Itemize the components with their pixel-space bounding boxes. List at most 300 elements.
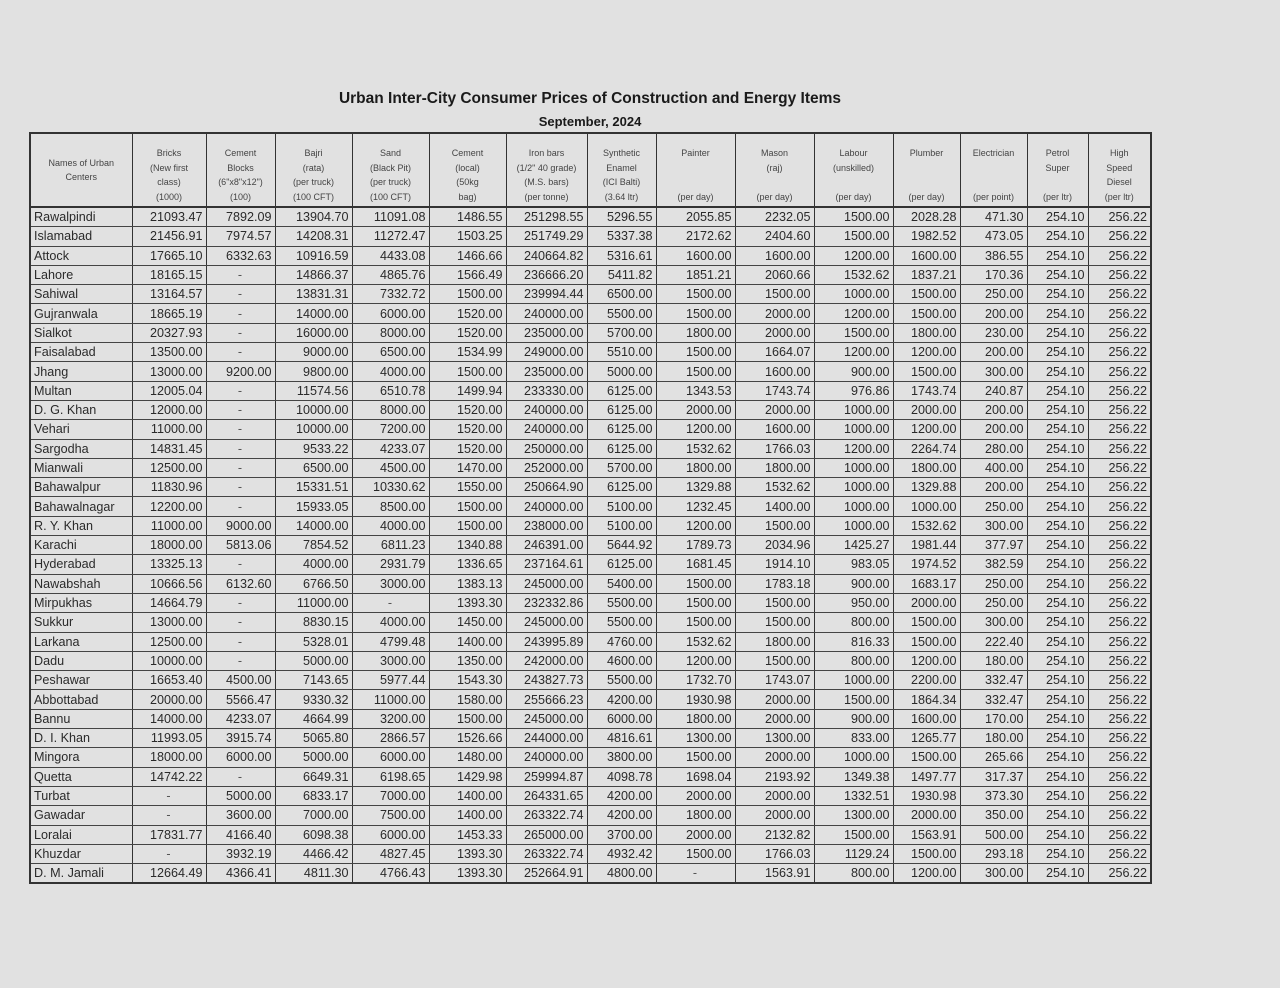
price-cell: 5500.00 <box>587 671 656 690</box>
price-cell: 254.10 <box>1027 304 1088 323</box>
price-cell: 254.10 <box>1027 651 1088 670</box>
price-cell: 900.00 <box>814 709 893 728</box>
price-cell: 8500.00 <box>352 497 429 516</box>
price-cell: 265.66 <box>960 748 1027 767</box>
price-cell: 1200.00 <box>656 420 735 439</box>
header-line: Petrol <box>1045 148 1070 158</box>
price-cell: 1200.00 <box>656 516 735 535</box>
price-cell: 1500.00 <box>893 844 960 863</box>
price-cell: 1000.00 <box>814 671 893 690</box>
price-cell: 1500.00 <box>893 304 960 323</box>
price-cell: 11993.05 <box>132 729 206 748</box>
price-cell: 256.22 <box>1088 343 1151 362</box>
header-line <box>895 175 959 190</box>
price-cell: 4000.00 <box>275 555 352 574</box>
city-name-cell: Karachi <box>30 536 132 555</box>
price-cell: 254.10 <box>1027 439 1088 458</box>
price-cell: 1500.00 <box>814 690 893 709</box>
price-cell: 9000.00 <box>275 343 352 362</box>
price-cell: 1000.00 <box>893 497 960 516</box>
header-line: High <box>1109 148 1129 158</box>
price-cell: 1600.00 <box>735 246 814 265</box>
header-line: (100 CFT) <box>369 191 411 202</box>
price-cell: 240000.00 <box>506 497 587 516</box>
price-cell: 7332.72 <box>352 285 429 304</box>
price-cell: 332.47 <box>960 690 1027 709</box>
city-name-cell: Bannu <box>30 709 132 728</box>
price-cell: 1543.30 <box>429 671 506 690</box>
price-cell: 240000.00 <box>506 420 587 439</box>
price-cell: 5000.00 <box>206 786 275 805</box>
price-cell: 1800.00 <box>656 458 735 477</box>
price-cell: 300.00 <box>960 613 1027 632</box>
price-cell: - <box>132 786 206 805</box>
price-cell: 833.00 <box>814 729 893 748</box>
price-cell: 1914.10 <box>735 555 814 574</box>
price-cell: 4827.45 <box>352 844 429 863</box>
price-cell: 6833.17 <box>275 786 352 805</box>
price-cell: 1200.00 <box>814 343 893 362</box>
price-cell: 4166.40 <box>206 825 275 844</box>
price-cell: 1500.00 <box>656 748 735 767</box>
price-cell: 1600.00 <box>735 362 814 381</box>
city-name-cell: Vehari <box>30 420 132 439</box>
price-cell: 254.10 <box>1027 555 1088 574</box>
city-name-cell: Islamabad <box>30 227 132 246</box>
table-row <box>30 420 1151 439</box>
price-cell: 256.22 <box>1088 651 1151 670</box>
price-cell: 8830.15 <box>275 613 352 632</box>
price-cell: 1500.00 <box>814 227 893 246</box>
price-cell: 256.22 <box>1088 555 1151 574</box>
column-header <box>429 133 506 207</box>
price-cell: 254.10 <box>1027 478 1088 497</box>
price-cell: 5411.82 <box>587 265 656 284</box>
price-cell: 254.10 <box>1027 844 1088 863</box>
price-cell: 1500.00 <box>656 574 735 593</box>
price-cell: 245000.00 <box>506 613 587 632</box>
header-line: Enamel <box>606 162 637 173</box>
price-cell: 1500.00 <box>893 748 960 767</box>
price-cell: 7000.00 <box>352 786 429 805</box>
price-cell: 250664.90 <box>506 478 587 497</box>
price-cell: 242000.00 <box>506 651 587 670</box>
city-name-cell: Bahawalpur <box>30 478 132 497</box>
price-cell: 5813.06 <box>206 536 275 555</box>
price-cell: 17831.77 <box>132 825 206 844</box>
header-line: Names of Urban <box>48 157 115 168</box>
price-cell: 20327.93 <box>132 323 206 342</box>
price-cell: 1000.00 <box>814 285 893 304</box>
price-cell: 7500.00 <box>352 806 429 825</box>
price-cell: 11000.00 <box>275 593 352 612</box>
price-cell: 13500.00 <box>132 343 206 362</box>
price-cell: 256.22 <box>1088 748 1151 767</box>
price-cell: 1425.27 <box>814 536 893 555</box>
price-cell: 1400.00 <box>429 632 506 651</box>
price-cell: 259994.87 <box>506 767 587 786</box>
price-cell: 4760.00 <box>587 632 656 651</box>
city-name-cell: Sahiwal <box>30 285 132 304</box>
price-cell: 1520.00 <box>429 420 506 439</box>
price-cell: - <box>206 420 275 439</box>
header-line: (50kg <box>456 177 479 187</box>
city-name-cell: Sargodha <box>30 439 132 458</box>
price-cell: 4098.78 <box>587 767 656 786</box>
price-cell: 6132.60 <box>206 574 275 593</box>
price-cell: 256.22 <box>1088 207 1151 227</box>
price-cell: 1500.00 <box>656 844 735 863</box>
city-name-cell: Dadu <box>30 651 132 670</box>
price-cell: 1500.00 <box>429 709 506 728</box>
price-cell: 240000.00 <box>506 400 587 419</box>
price-cell: 12005.04 <box>132 381 206 400</box>
price-cell: 300.00 <box>960 516 1027 535</box>
header-line <box>658 175 734 190</box>
price-cell: 1400.00 <box>735 497 814 516</box>
price-cell: 1000.00 <box>814 497 893 516</box>
header-row <box>30 133 1151 207</box>
price-cell: 350.00 <box>960 806 1027 825</box>
price-cell: 233330.00 <box>506 381 587 400</box>
price-cell: 254.10 <box>1027 574 1088 593</box>
header-line: (per day) <box>756 191 793 202</box>
price-cell: 2000.00 <box>735 709 814 728</box>
price-cell: 500.00 <box>960 825 1027 844</box>
price-cell: 373.30 <box>960 786 1027 805</box>
price-cell: 1349.38 <box>814 767 893 786</box>
price-cell: 7200.00 <box>352 420 429 439</box>
price-cell: 6198.65 <box>352 767 429 786</box>
price-cell: 1500.00 <box>656 285 735 304</box>
city-name-cell: Turbat <box>30 786 132 805</box>
price-cell: 1500.00 <box>735 613 814 632</box>
price-cell: 12500.00 <box>132 458 206 477</box>
price-cell: 6000.00 <box>587 709 656 728</box>
price-cell: 12500.00 <box>132 632 206 651</box>
price-cell: 13904.70 <box>275 207 352 227</box>
price-cell: 9000.00 <box>206 516 275 535</box>
column-header <box>506 133 587 207</box>
price-cell: 256.22 <box>1088 439 1151 458</box>
price-cell: 1350.00 <box>429 651 506 670</box>
price-cell: 1400.00 <box>429 786 506 805</box>
price-cell: 293.18 <box>960 844 1027 863</box>
price-cell: 5700.00 <box>587 323 656 342</box>
price-cell: 2193.92 <box>735 767 814 786</box>
table-row <box>30 458 1151 477</box>
price-cell: 6000.00 <box>206 748 275 767</box>
price-cell: 6125.00 <box>587 555 656 574</box>
header-line: (raj) <box>766 162 783 173</box>
price-cell: 5977.44 <box>352 671 429 690</box>
price-cell: 13000.00 <box>132 362 206 381</box>
price-cell: 9330.32 <box>275 690 352 709</box>
price-cell: 256.22 <box>1088 671 1151 690</box>
price-cell: 254.10 <box>1027 420 1088 439</box>
price-cell: 12200.00 <box>132 497 206 516</box>
price-cell: 1265.77 <box>893 729 960 748</box>
price-cell: 256.22 <box>1088 632 1151 651</box>
price-cell: - <box>132 806 206 825</box>
price-cell: 1340.88 <box>429 536 506 555</box>
price-cell: 2264.74 <box>893 439 960 458</box>
price-cell: 1500.00 <box>893 613 960 632</box>
price-cell: 1329.88 <box>893 478 960 497</box>
price-cell: 300.00 <box>960 864 1027 884</box>
header-line <box>962 175 1026 190</box>
price-cell: 4200.00 <box>587 806 656 825</box>
price-cell: 14664.79 <box>132 593 206 612</box>
price-cell: 1664.07 <box>735 343 814 362</box>
price-cell: 13164.57 <box>132 285 206 304</box>
city-name-cell: Mingora <box>30 748 132 767</box>
price-cell: 254.10 <box>1027 381 1088 400</box>
price-cell: 18000.00 <box>132 536 206 555</box>
table-row <box>30 478 1151 497</box>
price-cell: 6125.00 <box>587 439 656 458</box>
price-cell: 15933.05 <box>275 497 352 516</box>
price-cell: 256.22 <box>1088 478 1151 497</box>
price-cell: 256.22 <box>1088 844 1151 863</box>
price-cell: 1520.00 <box>429 439 506 458</box>
price-cell: 1743.74 <box>893 381 960 400</box>
header-line: class) <box>157 177 181 187</box>
header-line: (per ltr) <box>1104 191 1134 202</box>
price-cell: 1466.66 <box>429 246 506 265</box>
price-cell: 1000.00 <box>814 516 893 535</box>
price-cell: 10000.00 <box>275 400 352 419</box>
table-row <box>30 304 1151 323</box>
price-cell: 800.00 <box>814 864 893 884</box>
price-cell: 473.05 <box>960 227 1027 246</box>
document-subtitle: September, 2024 <box>538 114 642 129</box>
price-cell: 1600.00 <box>656 246 735 265</box>
table-row <box>30 786 1151 805</box>
price-cell: 14000.00 <box>275 304 352 323</box>
table-row <box>30 323 1151 342</box>
document-title: Urban Inter-City Consumer Prices of Construction and Energy Items <box>338 90 842 107</box>
header-line: Sand <box>379 148 402 158</box>
price-cell: 1200.00 <box>893 864 960 884</box>
price-cell: 1500.00 <box>814 207 893 227</box>
price-cell: 800.00 <box>814 613 893 632</box>
table-row <box>30 671 1151 690</box>
price-cell: 6811.23 <box>352 536 429 555</box>
price-cell: 1500.00 <box>735 651 814 670</box>
price-cell: 1500.00 <box>735 516 814 535</box>
table-row <box>30 748 1151 767</box>
city-name-cell: Sukkur <box>30 613 132 632</box>
price-cell: 5328.01 <box>275 632 352 651</box>
price-cell: 4200.00 <box>587 690 656 709</box>
price-cell: 243827.73 <box>506 671 587 690</box>
price-cell: 13325.13 <box>132 555 206 574</box>
price-cell: 5500.00 <box>587 613 656 632</box>
price-cell: 6500.00 <box>352 343 429 362</box>
price-cell: 9200.00 <box>206 362 275 381</box>
price-cell: 252664.91 <box>506 864 587 884</box>
city-name-cell: Loralai <box>30 825 132 844</box>
price-cell: 1200.00 <box>814 246 893 265</box>
price-cell: 4816.61 <box>587 729 656 748</box>
price-cell: 256.22 <box>1088 246 1151 265</box>
price-cell: 10666.56 <box>132 574 206 593</box>
price-cell: 243995.89 <box>506 632 587 651</box>
price-cell: 14742.22 <box>132 767 206 786</box>
price-cell: 250.00 <box>960 285 1027 304</box>
price-cell: 12000.00 <box>132 400 206 419</box>
price-cell: 17665.10 <box>132 246 206 265</box>
table-row <box>30 285 1151 304</box>
price-cell: 1497.77 <box>893 767 960 786</box>
price-cell: - <box>206 381 275 400</box>
price-cell: 6125.00 <box>587 381 656 400</box>
price-cell: 180.00 <box>960 651 1027 670</box>
header-line: (per point) <box>972 191 1015 202</box>
price-cell: 983.05 <box>814 555 893 574</box>
header-line: Labour <box>839 148 868 158</box>
price-cell: 16000.00 <box>275 323 352 342</box>
price-cell: 1232.45 <box>656 497 735 516</box>
price-cell: 3700.00 <box>587 825 656 844</box>
price-cell: 2200.00 <box>893 671 960 690</box>
price-cell: 16653.40 <box>132 671 206 690</box>
table-row <box>30 806 1151 825</box>
price-cell: 1800.00 <box>656 709 735 728</box>
city-name-cell: Khuzdar <box>30 844 132 863</box>
header-line: (1000) <box>155 191 182 202</box>
header-line: bag) <box>458 191 477 202</box>
price-cell: 1532.62 <box>656 439 735 458</box>
price-cell: 256.22 <box>1088 420 1151 439</box>
price-cell: 264331.65 <box>506 786 587 805</box>
price-cell: 332.47 <box>960 671 1027 690</box>
price-cell: 1563.91 <box>893 825 960 844</box>
header-line <box>816 175 892 190</box>
price-cell: 7854.52 <box>275 536 352 555</box>
price-cell: 9533.22 <box>275 439 352 458</box>
table-body <box>30 207 1151 883</box>
table-row <box>30 516 1151 535</box>
price-cell: 1532.62 <box>893 516 960 535</box>
price-cell: 976.86 <box>814 381 893 400</box>
price-cell: 170.00 <box>960 709 1027 728</box>
price-cell: 4799.48 <box>352 632 429 651</box>
price-cell: - <box>132 844 206 863</box>
price-cell: 1800.00 <box>735 632 814 651</box>
price-cell: 1500.00 <box>656 593 735 612</box>
price-cell: 1683.17 <box>893 574 960 593</box>
price-cell: 4000.00 <box>352 362 429 381</box>
column-header <box>735 133 814 207</box>
price-cell: 1837.21 <box>893 265 960 284</box>
price-cell: 256.22 <box>1088 574 1151 593</box>
price-cell: 6500.00 <box>587 285 656 304</box>
table-row <box>30 536 1151 555</box>
price-cell: - <box>656 864 735 884</box>
price-cell: 4932.42 <box>587 844 656 863</box>
header-line: (per truck) <box>369 177 411 187</box>
table-row <box>30 265 1151 284</box>
price-cell: 256.22 <box>1088 767 1151 786</box>
price-cell: 900.00 <box>814 362 893 381</box>
price-cell: 256.22 <box>1088 227 1151 246</box>
price-cell: 235000.00 <box>506 323 587 342</box>
price-cell: 222.40 <box>960 632 1027 651</box>
table-row <box>30 632 1151 651</box>
price-cell: 254.10 <box>1027 593 1088 612</box>
table-row <box>30 729 1151 748</box>
price-cell: 6649.31 <box>275 767 352 786</box>
price-cell: 1766.03 <box>735 844 814 863</box>
price-cell: 254.10 <box>1027 786 1088 805</box>
table-row <box>30 439 1151 458</box>
price-cell: 2000.00 <box>735 323 814 342</box>
header-line: (per day) <box>835 191 872 202</box>
price-cell: 12664.49 <box>132 864 206 884</box>
price-cell: 3600.00 <box>206 806 275 825</box>
price-cell: 7000.00 <box>275 806 352 825</box>
price-cell: 1851.21 <box>656 265 735 284</box>
price-cell: 377.97 <box>960 536 1027 555</box>
price-cell: 1500.00 <box>429 285 506 304</box>
price-cell: 14866.37 <box>275 265 352 284</box>
price-cell: 2132.82 <box>735 825 814 844</box>
price-cell: 5337.38 <box>587 227 656 246</box>
price-cell: 256.22 <box>1088 690 1151 709</box>
price-cell: 249000.00 <box>506 343 587 362</box>
price-cell: 250.00 <box>960 593 1027 612</box>
price-cell: 1532.62 <box>814 265 893 284</box>
price-cell: 10916.59 <box>275 246 352 265</box>
price-cell: 1500.00 <box>429 497 506 516</box>
price-cell: 3000.00 <box>352 574 429 593</box>
price-cell: 1500.00 <box>893 285 960 304</box>
price-cell: 13831.31 <box>275 285 352 304</box>
column-header <box>893 133 960 207</box>
header-line <box>895 161 959 176</box>
price-cell: 200.00 <box>960 400 1027 419</box>
price-cell: 280.00 <box>960 439 1027 458</box>
price-cell: 1000.00 <box>814 400 893 419</box>
price-cell: 1500.00 <box>814 323 893 342</box>
header-line: Iron bars <box>528 148 565 158</box>
price-cell: - <box>206 767 275 786</box>
city-name-cell: R. Y. Khan <box>30 516 132 535</box>
price-cell: 382.59 <box>960 555 1027 574</box>
price-cell: 251298.55 <box>506 207 587 227</box>
price-cell: 816.33 <box>814 632 893 651</box>
city-name-cell: Lahore <box>30 265 132 284</box>
header-line: (per tonne) <box>524 191 569 202</box>
price-cell: 5100.00 <box>587 516 656 535</box>
price-cell: 1520.00 <box>429 323 506 342</box>
column-header <box>1088 133 1151 207</box>
price-cell: 263322.74 <box>506 806 587 825</box>
price-cell: 254.10 <box>1027 458 1088 477</box>
table-row <box>30 593 1151 612</box>
header-line: Super <box>1045 162 1070 173</box>
price-cell: 2055.85 <box>656 207 735 227</box>
header-line <box>737 175 813 190</box>
price-cell: 1486.55 <box>429 207 506 227</box>
price-cell: - <box>206 323 275 342</box>
price-cell: 6098.38 <box>275 825 352 844</box>
header-line: Plumber <box>909 148 944 158</box>
price-cell: 254.10 <box>1027 323 1088 342</box>
price-cell: 1800.00 <box>893 323 960 342</box>
